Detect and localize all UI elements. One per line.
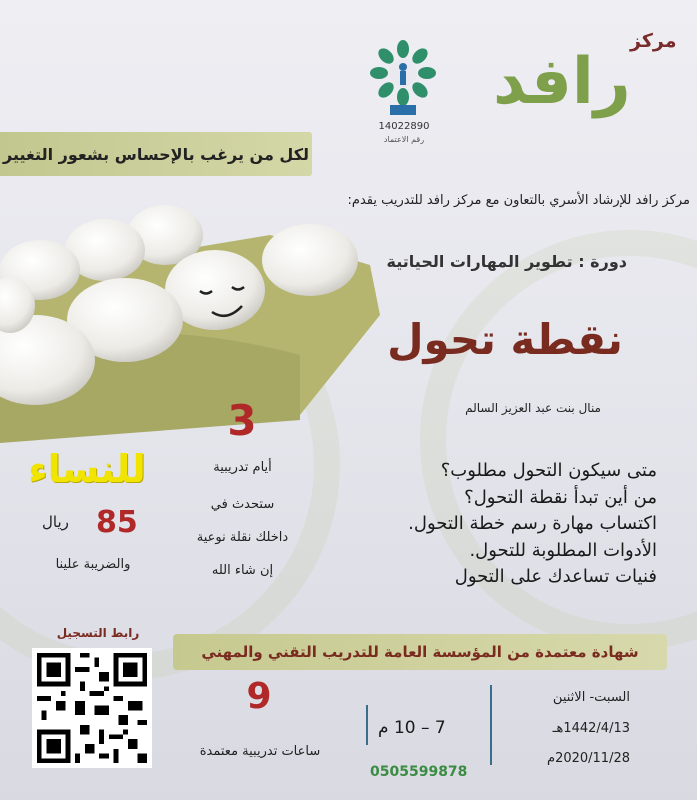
license-label: رقم الاعتماد [383,135,425,144]
topic-item: من أين تبدأ نقطة التحول؟ [464,486,657,508]
brand-logo-text: رافد [493,45,631,119]
course-title: نقطة تحول [387,315,623,364]
hours-count: 9 [246,676,272,717]
registration-qr-code[interactable] [32,648,152,768]
course-line: دورة : تطوير المهارات الحياتية [386,252,627,271]
certificate-banner: شهادة معتمدة من المؤسسة العامة للتدريب التقني والمهني [173,634,667,670]
days-line-3: داخلك نقلة نوعية [196,530,289,545]
topic-item: متى سيكون التحول مطلوب؟ [440,460,657,481]
accreditation-emblem-icon [368,35,438,120]
contact-phone[interactable]: 0505599878 [370,764,468,780]
presenter-name: منال بنت عبد العزيز السالم [465,401,601,415]
days-count: 3 [227,396,257,445]
date-gregorian: 2020/11/28م [547,751,630,766]
days-line-4: إن شاء الله [211,563,274,578]
hours-label: ساعات تدريبية معتمدة [199,744,321,759]
egg-carton-illustration [0,195,380,445]
registration-label: رابط التسجيل [56,626,140,640]
topic-item: فنيات تساعدك على التحول [454,566,657,587]
divider [490,685,492,765]
tax-note: والضريبة علينا [55,557,131,572]
topic-item: الأدوات المطلوبة للتحول. [469,539,657,561]
license-number: 14022890 [378,121,430,132]
price-currency: ريال [42,513,69,531]
brand-prefix: مركز [630,30,677,52]
days-line-1: أيام تدريبية [213,460,272,475]
price-amount: 85 [96,505,138,540]
days-line-2: ستحدث في [210,497,275,512]
intro-text: مركز رافد للإرشاد الأسري بالتعاون مع مركز رافد للتدريب يقدم: [347,193,690,208]
topics-list [327,458,657,591]
date-hijri: 1442/4/13هـ [552,721,630,736]
topic-item: اكتساب مهارة رسم خطة التحول. [408,513,657,534]
schedule-days: السبت- الاثنين [552,690,630,705]
audience-tag: للنساء [28,447,146,491]
slogan-banner: لكل من يرغب بالإحساس بشعور التغيير [0,132,312,176]
session-time: 7 – 10 م [378,718,446,738]
divider [366,705,368,745]
